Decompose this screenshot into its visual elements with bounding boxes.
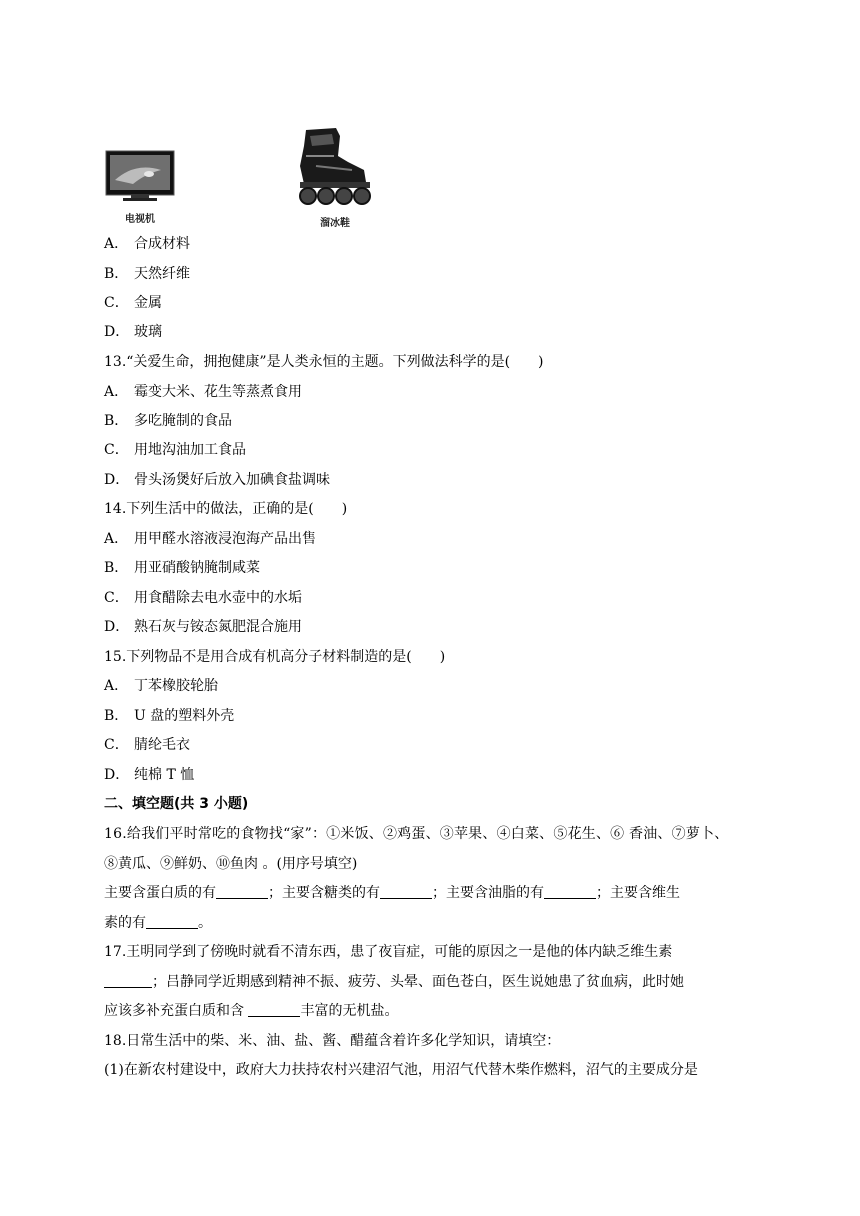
q12-images: [100, 126, 400, 229]
q17-blank-1[interactable]: [104, 973, 152, 988]
q13-option-d: D． 骨头汤煲好后放入加碘食盐调味: [104, 472, 330, 488]
tv-caption: 电视机: [125, 214, 155, 225]
q14-option-a: A． 用甲醛水溶液浸泡海产品出售: [104, 531, 316, 547]
q12-option-c: C． 金属: [104, 295, 162, 311]
q13-option-a: A． 霉变大米、花生等蒸煮食用: [104, 384, 302, 400]
q14-stem: 14.下列生活中的做法，正确的是( ): [104, 501, 348, 517]
roller-skate-icon: [292, 126, 378, 208]
skate-caption: 溜冰鞋: [320, 218, 350, 229]
q16-line4: 素的有 。: [104, 915, 212, 931]
q12-option-d: D． 玻璃: [104, 324, 162, 340]
television-icon: [105, 150, 175, 204]
q17-line3: 应该多补充蛋白质和含 丰富的无机盐。: [104, 1003, 399, 1019]
q13-option-b: B． 多吃腌制的食品: [104, 413, 232, 429]
q18-line1: 18.日常生活中的柴、米、油、盐、酱、醋蕴含着许多化学知识，请填空：: [104, 1033, 561, 1049]
q17-blank-2[interactable]: [248, 1002, 300, 1017]
q16-blank-4[interactable]: [146, 914, 198, 929]
q13-stem: 13.“关爱生命，拥抱健康”是人类永恒的主题。下列做法科学的是( ): [104, 354, 544, 370]
q15-option-a: A． 丁苯橡胶轮胎: [104, 678, 218, 694]
q12-option-b: B． 天然纤维: [104, 266, 190, 282]
q15-option-d: D． 纯棉 T 恤: [104, 767, 195, 783]
q16-blank-1[interactable]: [216, 884, 268, 899]
q15-option-c: C． 腈纶毛衣: [104, 737, 190, 753]
q14-option-d: D． 熟石灰与铵态氮肥混合施用: [104, 619, 302, 635]
skate-figure: [290, 126, 380, 229]
q12-option-a: A． 合成材料: [104, 236, 190, 252]
q17-line1: 17.王明同学到了傍晚时就看不清东西，患了夜盲症，可能的原因之一是他的体内缺乏维生素: [104, 944, 673, 960]
q14-option-b: B． 用亚硝酸钠腌制咸菜: [104, 560, 260, 576]
q15-stem: 15.下列物品不是用合成有机高分子材料制造的是( ): [104, 649, 446, 665]
q15-option-b: B． U 盘的塑料外壳: [104, 708, 235, 724]
q16-line2: ⑧黄瓜、⑨鲜奶、⑩鱼肉 。(用序号填空): [104, 856, 358, 872]
section2-title: 二、填空题(共 3 小题): [104, 796, 249, 812]
q16-blank-3[interactable]: [544, 884, 596, 899]
q18-line2: (1)在新农村建设中，政府大力扶持农村兴建沼气池，用沼气代替木柴作燃料，沼气的主要成分是: [104, 1062, 698, 1078]
q16-blank-2[interactable]: [380, 884, 432, 899]
q16-line1: 16.给我们平时常吃的食物找“家”：①米饭、②鸡蛋、③苹果、④白菜、⑤花生、⑥ 香油、⑦萝卜、: [104, 826, 729, 842]
q17-line2: ；吕静同学近期感到精神不振、疲劳、头晕、面色苍白，医生说她患了贫血病，此时她: [104, 972, 684, 992]
tv-figure: [104, 150, 176, 225]
q13-option-c: C． 用地沟油加工食品: [104, 442, 246, 458]
q14-option-c: C． 用食醋除去电水壶中的水垢: [104, 590, 302, 606]
q16-line3: 主要含蛋白质的有 ；主要含糖类的有 ；主要含油脂的有 ；主要含维生: [104, 885, 680, 901]
